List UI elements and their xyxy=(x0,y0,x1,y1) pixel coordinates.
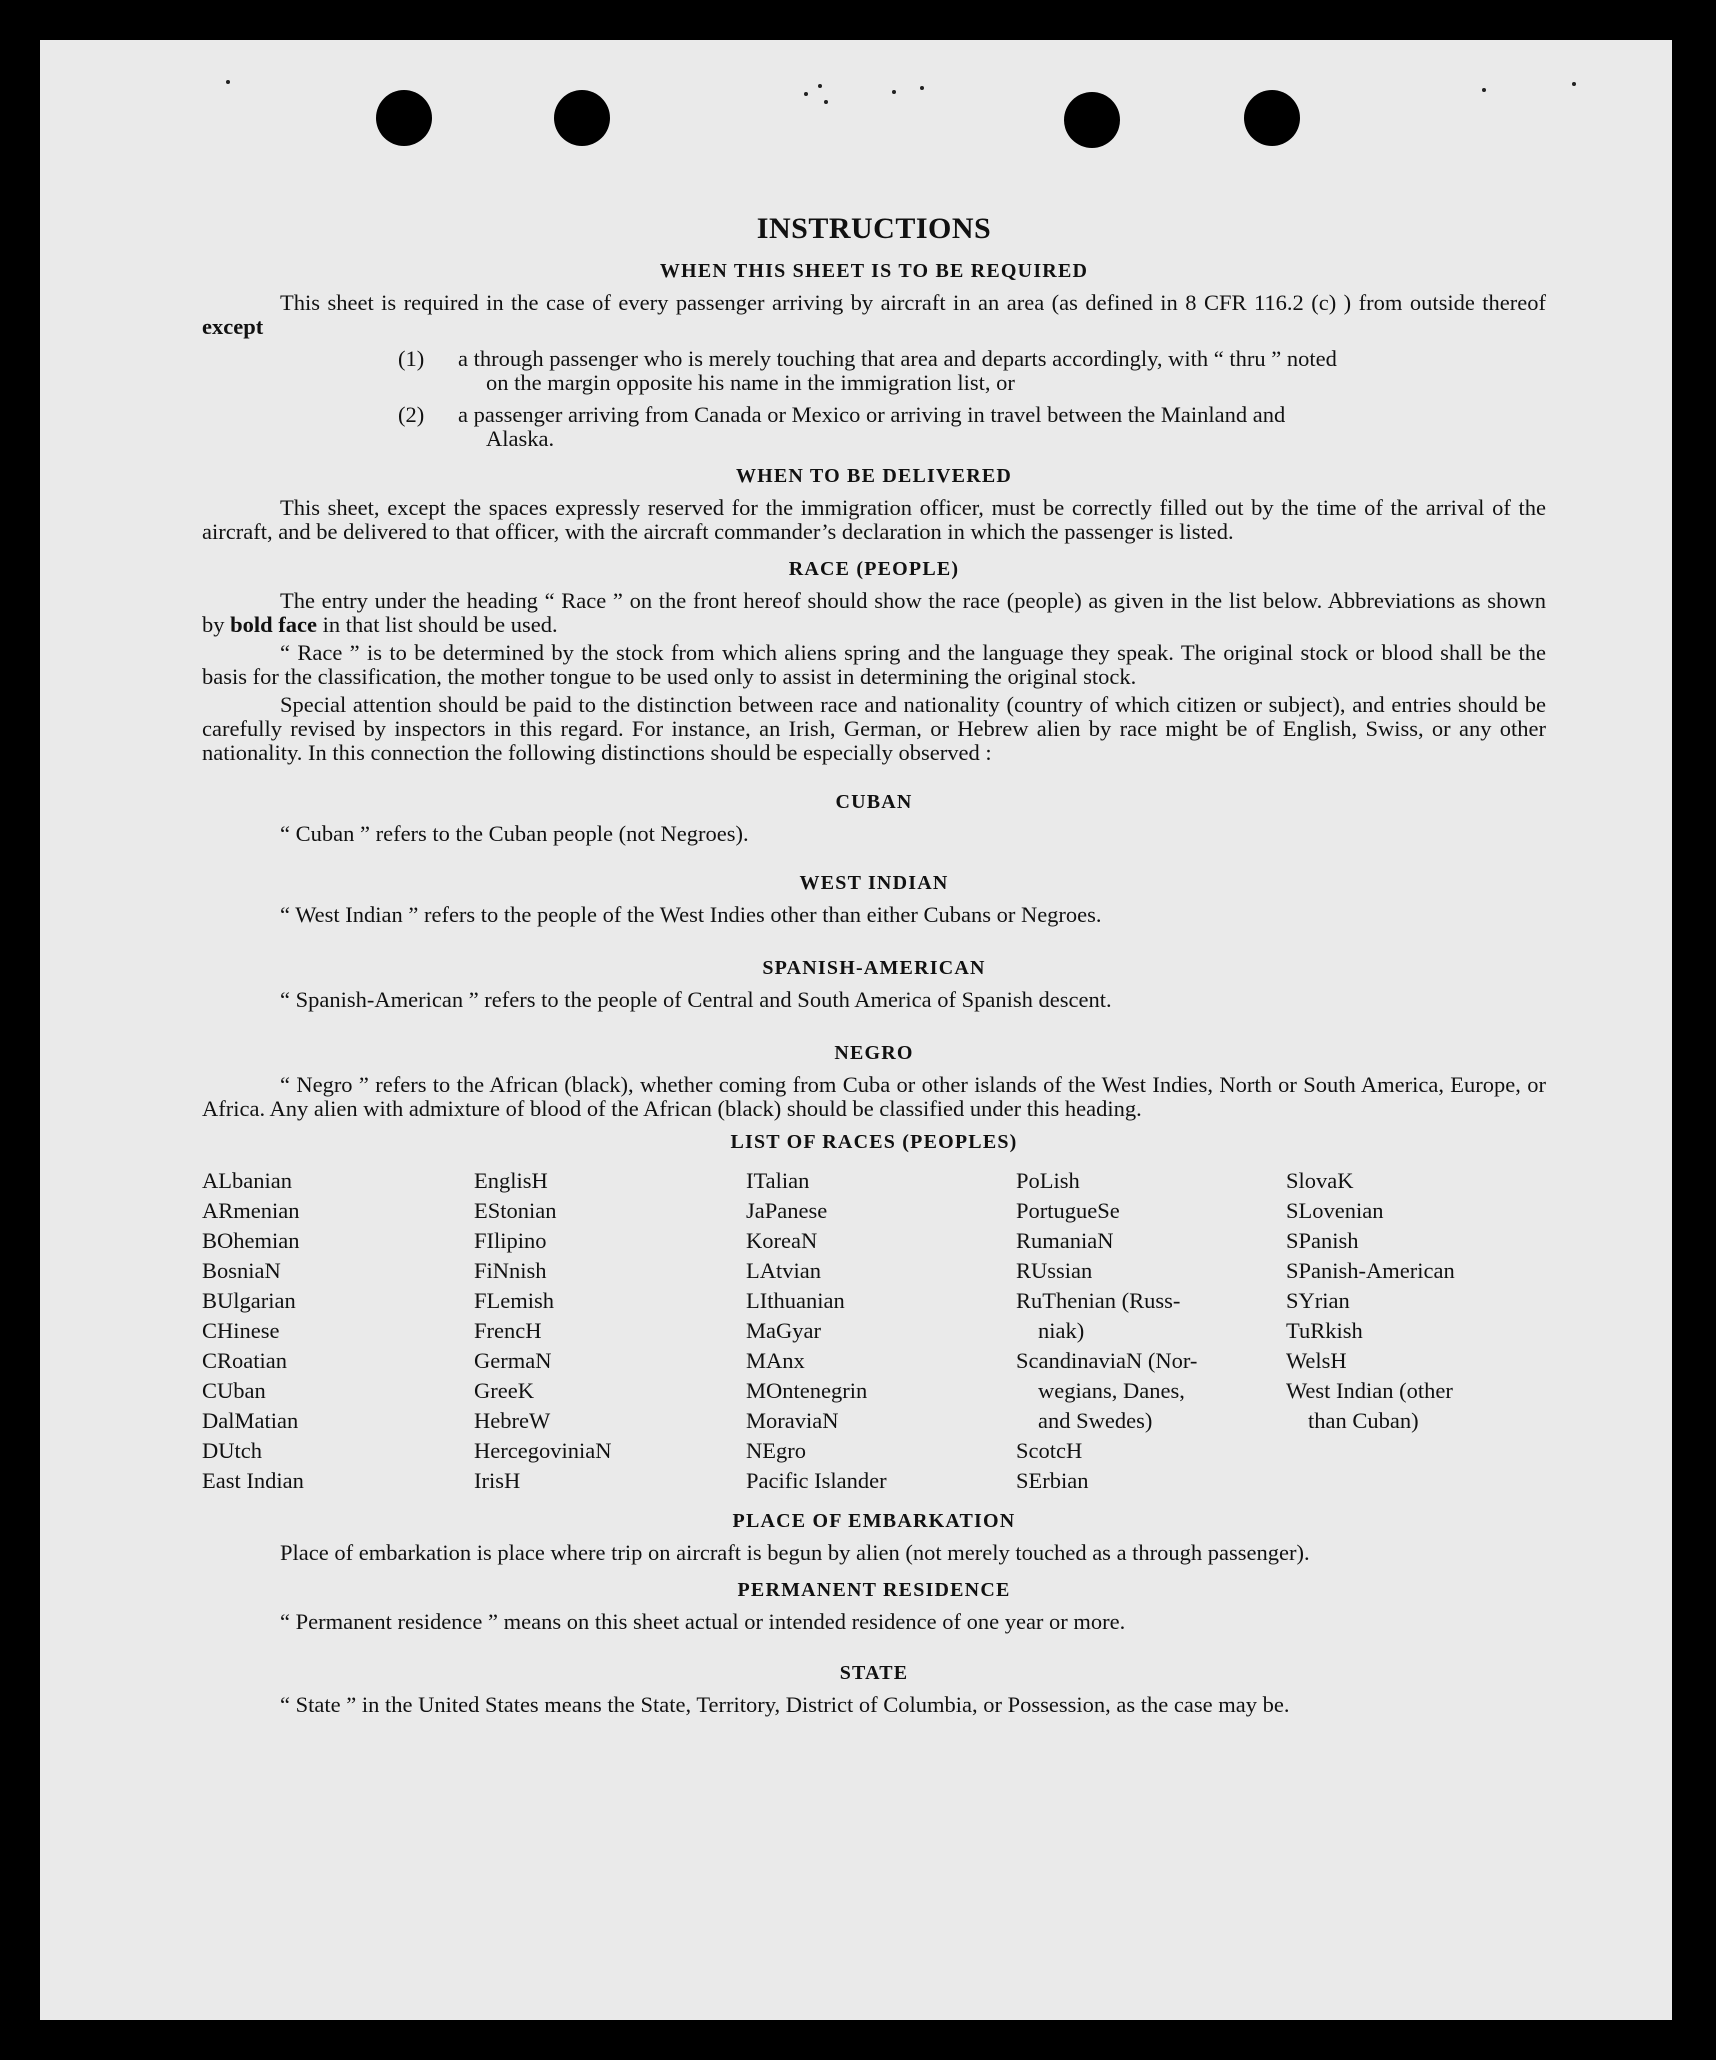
race-entry: JaPanese xyxy=(746,1198,828,1223)
paragraph-state: “ State ” in the United States means the State, Territory, District of Columbia, or Possession, as the case may be. xyxy=(280,1692,1290,1717)
race-entry: DUtch xyxy=(202,1438,262,1463)
race-entry: SLovenian xyxy=(1286,1198,1384,1223)
races-column-2 xyxy=(474,1166,746,1496)
race-entry: BosniaN xyxy=(202,1258,281,1283)
race-entry: ScotcH xyxy=(1016,1438,1083,1463)
list-item xyxy=(202,347,1546,395)
paragraph-race-3: Special attention should be paid to the distinction between race and nationality (country of which citizen or subject), and entries should be carefully revised by inspectors in this regard. For instance, an Irish, German, or Hebrew alien by race might be of English, Swiss, or any other nationality. In this connection the following distinctions should be especially observed : xyxy=(202,692,1546,765)
item-line-continued: Alaska. xyxy=(486,426,555,451)
item-number: (1) xyxy=(398,346,425,371)
race-entry: BOhemian xyxy=(202,1228,300,1253)
punch-hole-4 xyxy=(1244,90,1300,146)
race-entry: RumaniaN xyxy=(1016,1228,1114,1253)
races-list xyxy=(202,1166,1546,1496)
paragraph-race-2: “ Race ” is to be determined by the stock from which aliens spring and the language they speak. The original stock or blood shall be the basis for the classification, the mother tongue to be used only to assist in determining the original stock. xyxy=(202,640,1546,689)
race-entry: KoreaN xyxy=(746,1228,818,1253)
speck xyxy=(1572,82,1576,86)
race-entry: SlovaK xyxy=(1286,1168,1354,1193)
document-page xyxy=(40,40,1672,2020)
item-text xyxy=(458,403,1546,451)
race-entry: IrisH xyxy=(474,1468,521,1493)
race-entry: ALbanian xyxy=(202,1168,292,1193)
speck xyxy=(1482,88,1486,92)
speck xyxy=(824,100,828,104)
races-column-5 xyxy=(1286,1166,1546,1496)
heading-when-delivered: WHEN TO BE DELIVERED xyxy=(735,465,1013,487)
race-entry-continued: niak) xyxy=(1038,1318,1085,1343)
races-column-4 xyxy=(1016,1166,1286,1496)
heading-embarkation: PLACE OF EMBARKATION xyxy=(732,1510,1016,1532)
race-entry: CRoatian xyxy=(202,1348,287,1373)
instructions-content xyxy=(202,168,1546,1717)
race-entry: FLemish xyxy=(474,1288,555,1313)
race-entry: GermaN xyxy=(474,1348,552,1373)
race-entry: SPanish xyxy=(1286,1228,1359,1253)
race-text-a: The entry under the heading “ Race ” on the front hereof should show the race (people) as given in the list below. Abbreviations as shown by xyxy=(202,588,1546,637)
list-item xyxy=(202,403,1546,451)
heading-spanish-american: SPANISH-AMERICAN xyxy=(762,957,986,979)
heading-negro: NEGRO xyxy=(834,1042,914,1064)
race-entry-continued: than Cuban) xyxy=(1308,1408,1419,1433)
race-entry: RUssian xyxy=(1016,1258,1093,1283)
heading-list-of-races: LIST OF RACES (PEOPLES) xyxy=(730,1131,1018,1153)
race-entry: PortugueSe xyxy=(1016,1198,1120,1223)
race-entry: SErbian xyxy=(1016,1468,1089,1493)
race-entry: MOntenegrin xyxy=(746,1378,868,1403)
paragraph-spanish-american: “ Spanish-American ” refers to the people of Central and South America of Spanish descent. xyxy=(280,987,1112,1012)
heading-when-required: WHEN THIS SHEET IS TO BE REQUIRED xyxy=(659,260,1089,282)
paragraph-embarkation: Place of embarkation is place where trip on aircraft is begun by alien (not merely touched as a through passenger). xyxy=(280,1540,1310,1565)
paragraph-cuban: “ Cuban ” refers to the Cuban people (not Negroes). xyxy=(280,821,749,846)
race-entry: DalMatian xyxy=(202,1408,299,1433)
race-entry: Pacific Islander xyxy=(746,1468,887,1493)
race-entry: TuRkish xyxy=(1286,1318,1363,1343)
races-column-1 xyxy=(202,1166,474,1496)
required-except: except xyxy=(202,314,264,339)
paragraph-delivered: This sheet, except the spaces expressly reserved for the immigration officer, must be correctly filled out by the time of the arrival of the aircraft, and be delivered to that officer, with the aircraft commander’s declaration in which the passenger is listed. xyxy=(202,495,1546,544)
race-entry: PoLish xyxy=(1016,1168,1080,1193)
required-intro: This sheet is required in the case of every passenger arriving by aircraft in an area (as defined in 8 CFR 116.2 (c) ) from outside thereof xyxy=(280,290,1546,315)
item-number: (2) xyxy=(398,402,425,427)
race-entry: East Indian xyxy=(202,1468,304,1493)
heading-west-indian: WEST INDIAN xyxy=(799,872,949,894)
race-entry: HebreW xyxy=(474,1408,551,1433)
race-entry-continued: and Swedes) xyxy=(1038,1408,1153,1433)
heading-state: STATE xyxy=(839,1662,909,1684)
race-entry: FrencH xyxy=(474,1318,542,1343)
races-column-3 xyxy=(746,1166,1016,1496)
race-entry: SPanish-American xyxy=(1286,1258,1455,1283)
race-entry: WelsH xyxy=(1286,1348,1347,1373)
heading-race: RACE (PEOPLE) xyxy=(788,558,960,580)
item-line: a through passenger who is merely touching that area and departs accordingly, with “ thru ” noted xyxy=(458,346,1337,371)
paragraph-permanent-residence: “ Permanent residence ” means on this sheet actual or intended residence of one year or more. xyxy=(280,1609,1126,1634)
race-entry: ARmenian xyxy=(202,1198,300,1223)
race-entry-continued: wegians, Danes, xyxy=(1038,1378,1185,1403)
speck xyxy=(226,80,230,84)
race-entry: ScandinaviaN (Nor- xyxy=(1016,1348,1198,1373)
heading-permanent-residence: PERMANENT RESIDENCE xyxy=(737,1579,1011,1601)
speck xyxy=(892,90,896,94)
race-entry: RuThenian (Russ- xyxy=(1016,1288,1181,1313)
paragraph-required xyxy=(202,291,1546,339)
speck xyxy=(920,86,924,90)
race-entry: LIthuanian xyxy=(746,1288,845,1313)
race-bold-face: bold face xyxy=(230,612,317,637)
race-entry: MAnx xyxy=(746,1348,805,1373)
punch-hole-1 xyxy=(376,90,432,146)
speck xyxy=(804,92,808,96)
punch-hole-2 xyxy=(554,90,610,146)
race-entry: ITalian xyxy=(746,1168,810,1193)
race-entry: HercegoviniaN xyxy=(474,1438,612,1463)
race-entry: MaGyar xyxy=(746,1318,821,1343)
item-text xyxy=(458,347,1546,395)
speck xyxy=(818,84,822,88)
race-entry: EStonian xyxy=(474,1198,557,1223)
race-text-b: in that list should be used. xyxy=(317,612,558,637)
item-line-continued: on the margin opposite his name in the immigration list, or xyxy=(486,370,1015,395)
race-entry: NEgro xyxy=(746,1438,806,1463)
race-entry: LAtvian xyxy=(746,1258,821,1283)
item-line: a passenger arriving from Canada or Mexico or arriving in travel between the Mainland and xyxy=(458,402,1286,427)
race-entry: BUlgarian xyxy=(202,1288,296,1313)
race-entry: West Indian (other xyxy=(1286,1378,1453,1403)
race-entry: CUban xyxy=(202,1378,266,1403)
race-entry: CHinese xyxy=(202,1318,280,1343)
race-entry: GreeK xyxy=(474,1378,534,1403)
race-entry: FIlipino xyxy=(474,1228,547,1253)
race-entry: SYrian xyxy=(1286,1288,1350,1313)
paragraph-negro: “ Negro ” refers to the African (black), whether coming from Cuba or other islands of the West Indies, North or South America, Europe, or Africa. Any alien with admixture of blood of the African (black) should be classified under this heading. xyxy=(202,1072,1546,1121)
page-title: INSTRUCTIONS xyxy=(756,212,992,245)
heading-cuban: CUBAN xyxy=(835,791,913,813)
paragraph-west-indian: “ West Indian ” refers to the people of the West Indies other than either Cubans or Negroes. xyxy=(280,902,1102,927)
punch-hole-3 xyxy=(1064,92,1120,148)
race-entry: EnglisH xyxy=(474,1168,548,1193)
paragraph-race-1 xyxy=(202,589,1546,637)
race-entry: FiNnish xyxy=(474,1258,547,1283)
race-entry: MoraviaN xyxy=(746,1408,839,1433)
